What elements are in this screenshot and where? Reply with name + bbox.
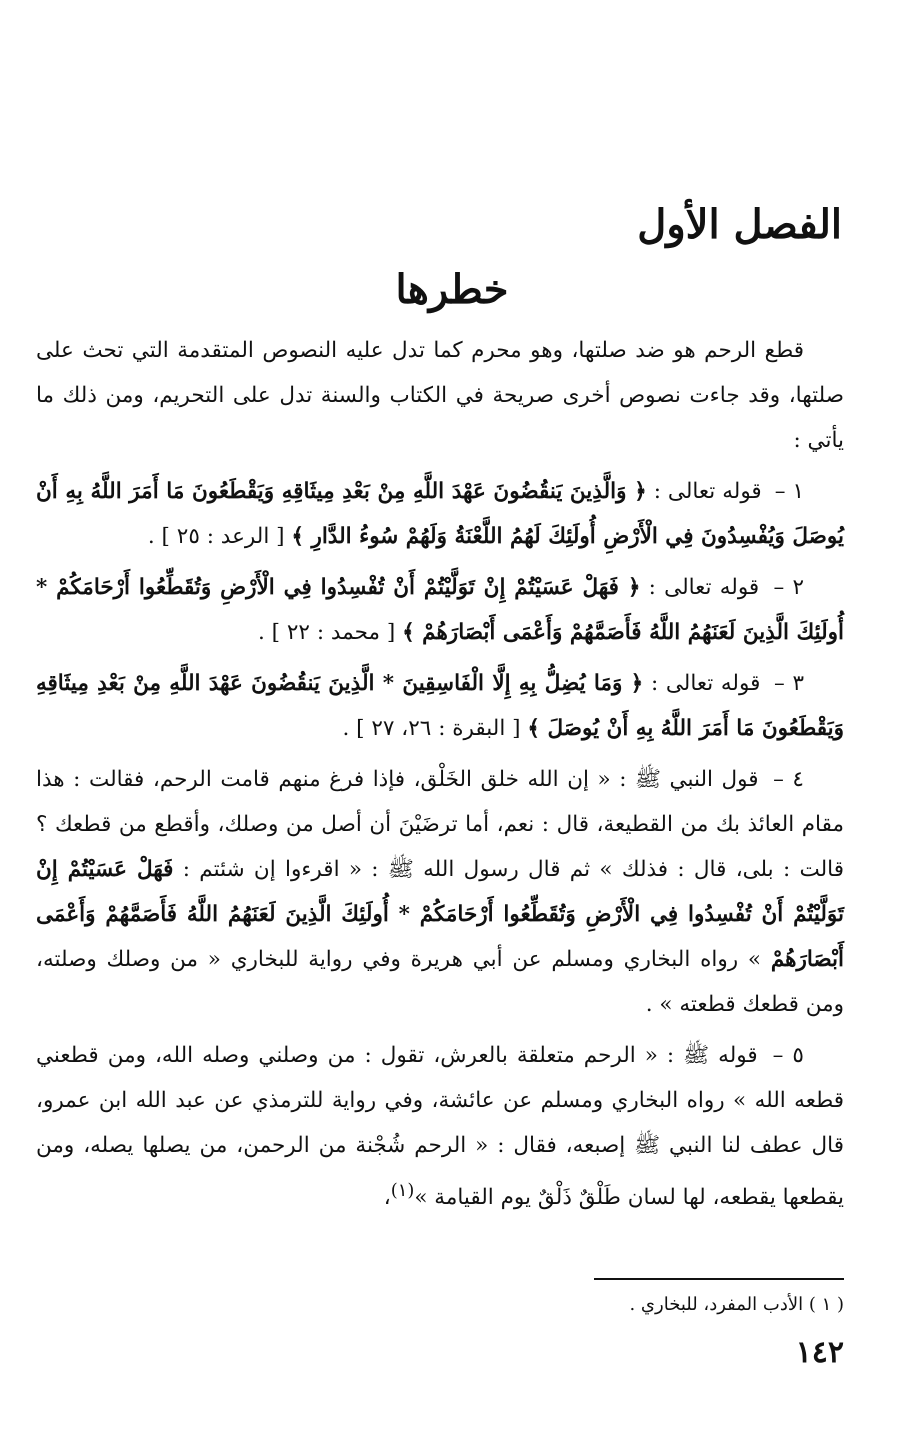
intro-paragraph: قطع الرحم هو ضد صلتها، وهو محرم كما تدل عليه النصوص المتقدمة التي تحث على صلتها، وقد جاءت نصوص أخرى صريحة في الكتاب والسنة تدل على التحريم، ومن ذلك ما يأتي : — [36, 338, 844, 453]
footnote: ( ١ ) الأدب المفرد، للبخاري . — [629, 1294, 844, 1315]
item-number: ١ – — [774, 479, 804, 504]
verse-item-2 — [36, 565, 844, 655]
quran-quote: ﴿ وَالَّذِينَ يَنقُضُونَ عَهْدَ اللَّهِ مِنْ بَعْدِ مِيثَاقِهِ وَيَقْطَعُونَ مَا أَمَرَ اللَّهُ بِهِ أَنْ يُوصَلَ وَيُفْسِدُونَ فِي الْأَرْضِ أُولَئِكَ لَهُمُ اللَّعْنَةُ وَلَهُمْ سُوءُ الدَّارِ ﴾ — [36, 479, 844, 549]
verse-reference: [ الرعد : ٢٥ ] . — [147, 524, 285, 549]
punctuation: ، — [383, 1185, 391, 1211]
item-lead: قوله تعالى : — [648, 575, 760, 600]
quran-quote: فَهَلْ عَسَيْتُمْ إِنْ تَوَلَّيْتُمْ أَنْ تُفْسِدُوا فِي الْأَرْضِ وَتُقَطِّعُوا أَرْحَامَكُمْ * أُولَئِكَ الَّذِينَ لَعَنَهُمُ اللَّهُ فَأَصَمَّهُمْ وَأَعْمَى أَبْصَارَهُمْ — [36, 857, 844, 972]
quran-quote: ﴿ وَمَا يُضِلُّ بِهِ إِلَّا الْفَاسِقِينَ * الَّذِينَ يَنقُضُونَ عَهْدَ اللَّهِ مِنْ بَعْدِ مِيثَاقِهِ وَيَقْطَعُونَ مَا أَمَرَ اللَّهُ بِهِ أَنْ يُوصَلَ ﴾ — [36, 671, 844, 741]
section-title: خطرها — [395, 266, 509, 313]
hadith-item-5 — [36, 1033, 844, 1220]
item-number: ٥ – — [772, 1043, 804, 1068]
item-number: ٢ – — [773, 575, 804, 600]
hadith-text: قوله ﷺ : « الرحم متعلقة بالعرش، تقول : من وصلني وصله الله، ومن قطعني قطعه الله » رواه البخاري ومسلم عن عائشة، وفي رواية للترمذي عن عبد الله ابن عمرو، قال عطف لنا النبي ﷺ إصبعه، فقال : « الرحم شُجْنة من الرحمن، من يصلها يصله، ومن يقطعها يقطعه، لها لسان طَلْقٌ ذَلْقٌ يوم القيامة » — [36, 1043, 844, 1211]
item-number: ٣ – — [774, 671, 805, 696]
verse-reference: [ محمد : ٢٢ ] . — [257, 620, 396, 645]
verse-item-3 — [36, 661, 844, 751]
body-text — [36, 328, 844, 1226]
item-lead: قوله تعالى : — [653, 479, 762, 504]
item-lead: قوله تعالى : — [650, 671, 761, 696]
item-number: ٤ – — [773, 767, 804, 792]
footnote-divider — [594, 1278, 844, 1280]
hadith-item-4 — [36, 757, 844, 1027]
verse-item-1 — [36, 469, 844, 559]
quran-quote: ﴿ فَهَلْ عَسَيْتُمْ إِنْ تَوَلَّيْتُمْ أَنْ تُفْسِدُوا فِي الْأَرْضِ وَتُقَطِّعُوا أَرْحَامَكُمْ * أُولَئِكَ الَّذِينَ لَعَنَهُمُ اللَّهُ فَأَصَمَّهُمْ وَأَعْمَى أَبْصَارَهُمْ ﴾ — [36, 575, 844, 645]
hadith-source: » رواه البخاري ومسلم عن أبي هريرة وفي رواية للبخاري « من وصلك وصلته، ومن قطعك قطعته » . — [36, 947, 844, 1017]
footnote-marker[interactable]: (١) — [390, 1180, 415, 1201]
page-number: ١٤٢ — [795, 1335, 844, 1370]
hadith-text: قول النبي ﷺ : « إن الله خلق الخَلْق، فإذا فرغ منهم قامت الرحم، فقالت : هذا مقام العائذ بك من القطيعة، قال : نعم، أما ترضَيْنَ أن أصل من وصلك، وأقطع من قطعك ؟ قالت : بلى، قال : فذلك » ثم قال رسول الله ﷺ : « اقرءوا إن شئتم : — [36, 767, 844, 882]
chapter-title: الفصل الأول — [637, 201, 842, 248]
verse-reference: [ البقرة : ٢٦، ٢٧ ] . — [342, 716, 521, 741]
